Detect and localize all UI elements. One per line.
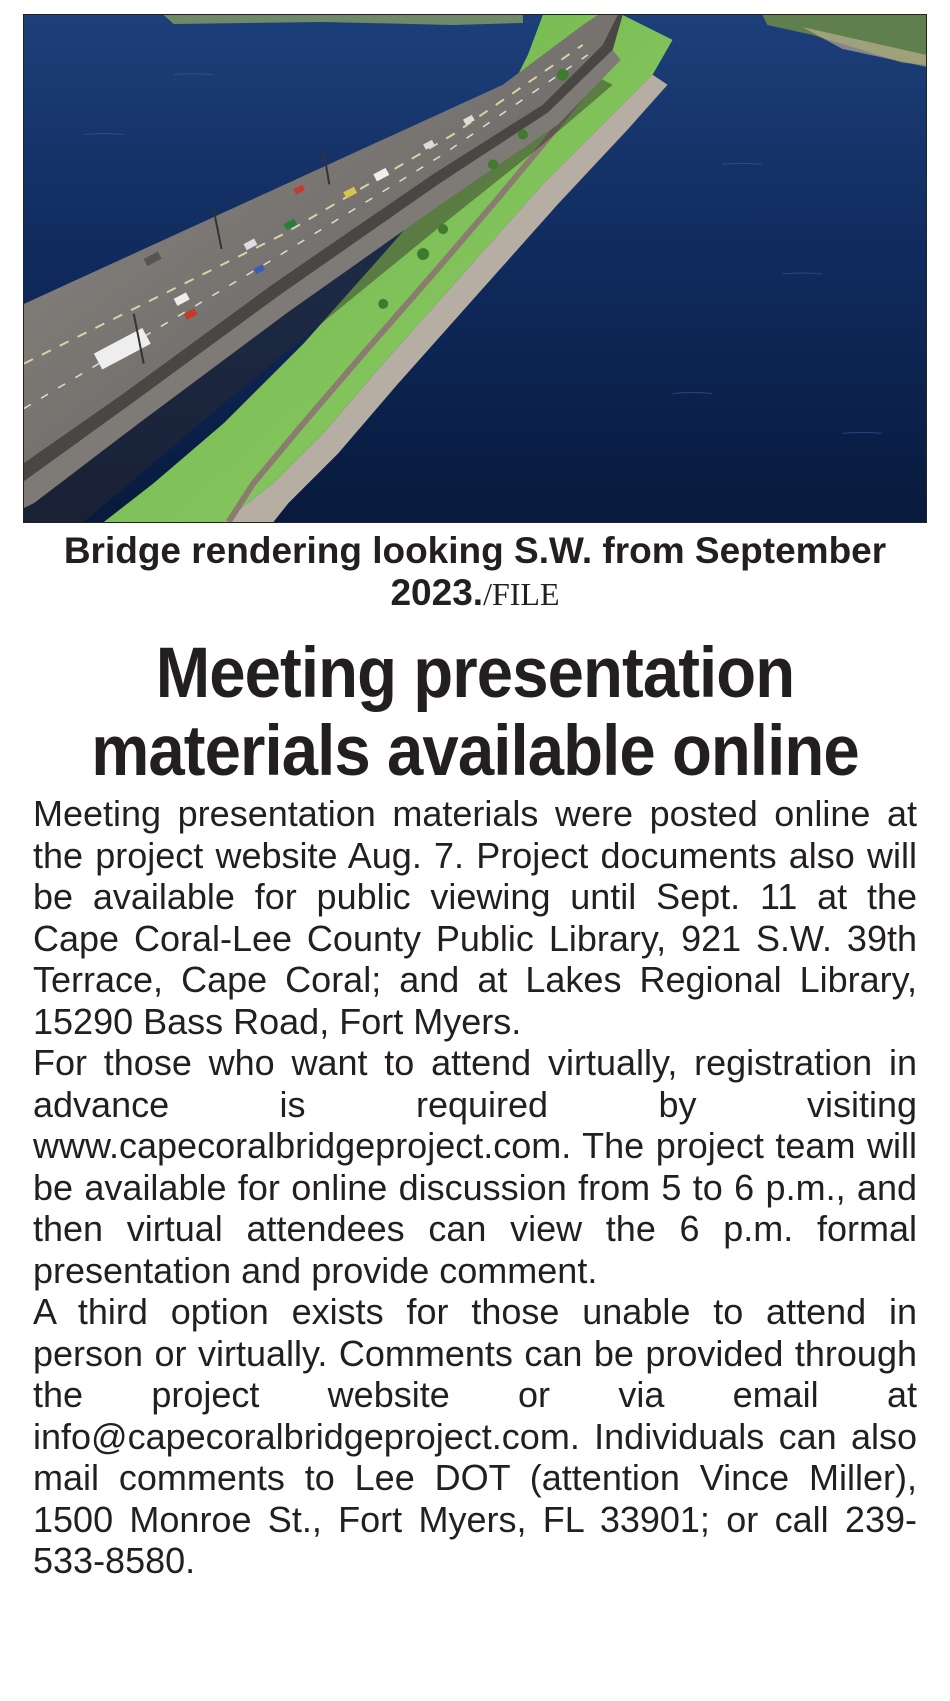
body-paragraph-1: Meeting presentation materials were posted online at the project website Aug. 7. Project documents also will be available for public viewing until Sept. 11 at the Cape Coral-Lee County Public Library, 921 S.W. 39th Terrace, Cape Coral; and at Lakes Regional Library, 15290 Bass Road, Fort Myers.	[33, 793, 917, 1042]
headline-line-2: materials available online	[91, 712, 859, 791]
article-headline	[59, 635, 891, 791]
article-body	[33, 793, 917, 1582]
body-paragraph-2: For those who want to attend virtually, registration in advance is required by visiting www.capecoralbridgeproject.com. The project team will be available for online discussion from 5 to 6 p.m., and then virtual attendees can view the 6 p.m. formal presentation and provide comment.	[33, 1042, 917, 1291]
bridge-rendering-photo	[23, 14, 927, 523]
caption-credit: /FILE	[483, 576, 560, 612]
caption-text: Bridge rendering looking S.W. from September 2023.	[63, 530, 887, 613]
bridge-rendering-image	[24, 15, 926, 522]
photo-caption	[23, 530, 927, 615]
headline-line-1: Meeting presentation	[155, 634, 795, 713]
body-paragraph-3: A third option exists for those unable to attend in person or virtually. Comments can be provided through the project website or via email at info@capecoralbridgeproject.com. Individuals can also mail comments to Lee DOT (attention Vince Miller), 1500 Monroe St., Fort Myers, FL 33901; or call 239-533-8580.	[33, 1291, 917, 1581]
